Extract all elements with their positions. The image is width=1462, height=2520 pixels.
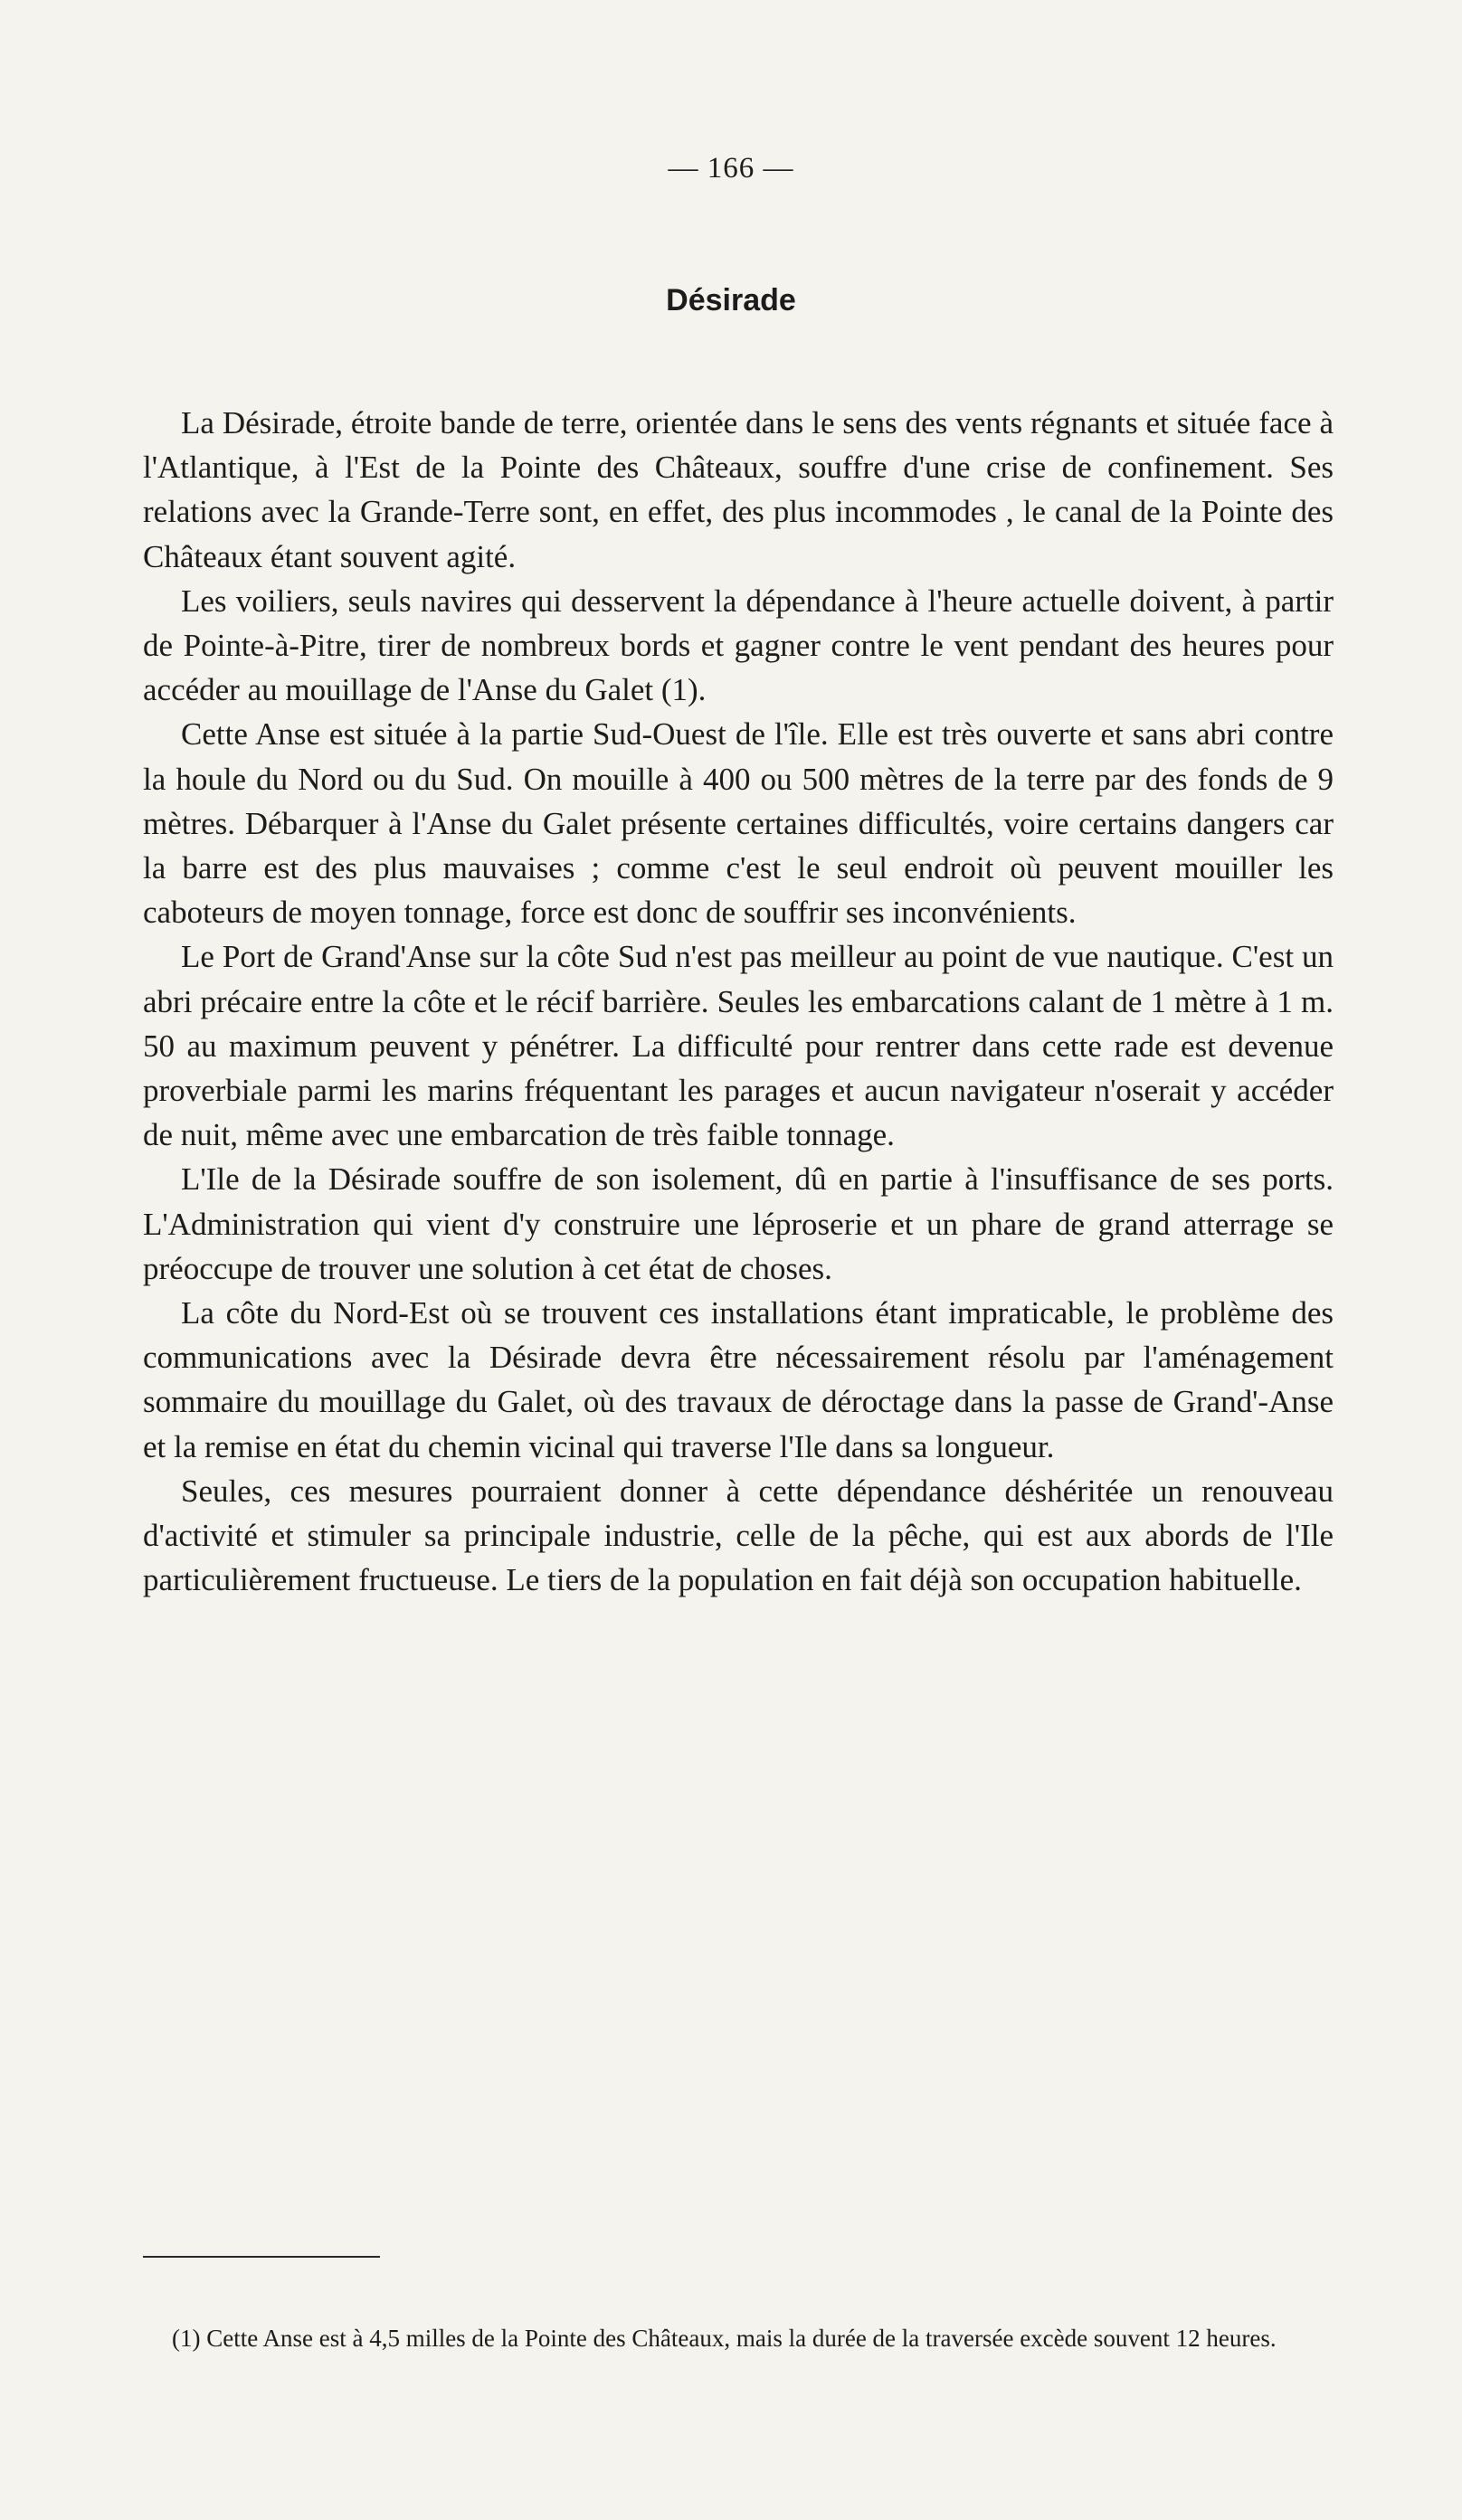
paragraph: La Désirade, étroite bande de terre, orientée dans le sens des vents régnants et située face à l'Atlantique, à l'Est de la Pointe des Châteaux, souffre d'une crise de confinement. Ses relations avec la Grande-Terre sont, en effet, des plus incommodes , le canal de la Pointe des Châteaux étant souvent agité. xyxy=(143,405,1334,574)
footnote: (1) Cette Anse est à 4,5 milles de la Pointe des Châteaux, mais la durée de la traversée excède souvent 12 heures. xyxy=(172,2325,1277,2352)
page-number: — 166 — xyxy=(668,152,794,185)
paragraph: Les voiliers, seuls navires qui desservent la dépendance à l'heure actuelle doivent, à partir de Pointe-à-Pitre, tirer de nombreux bords et gagner contre le vent pendant des heures pour accéder au mouillage de l'Anse du Galet (1). xyxy=(143,583,1334,708)
paragraph: Le Port de Grand'Anse sur la côte Sud n'est pas meilleur au point de vue nautique. C'est un abri précaire entre la côte et le récif barrière. Seules les embarcations calant de 1 mètre à 1 m. 50 au maximum peuvent y pénétrer. La difficulté pour rentrer dans cette rade est devenue proverbiale parmi les marins fréquentant les parages et aucun navigateur n'oserait y accéder de nuit, même avec une embarcation de très faible tonnage. xyxy=(143,939,1334,1153)
paragraph: L'Ile de la Désirade souffre de son isolement, dû en partie à l'insuffisance de ses ports. L'Administration qui vient d'y construire une léproserie et un phare de grand atterrage se préoccupe de trouver une solution à cet état de choses. xyxy=(143,1161,1334,1286)
paragraph: La côte du Nord-Est où se trouvent ces installations étant impraticable, le problème des communications avec la Désirade devra être nécessairement résolu par l'aménagement sommaire du mouillage du Galet, où des travaux de déroctage dans la passe de Grand'-Anse et la remise en état du chemin vicinal qui traverse l'Ile dans sa longueur. xyxy=(143,1295,1334,1464)
paragraph: Seules, ces mesures pourraient donner à cette dépendance déshéritée un renouveau d'activité et stimuler sa principale industrie, celle de la pêche, qui est aux abords de l'Ile particulièrement fructueuse. Le tiers de la population en fait déjà son occupation habituelle. xyxy=(143,1473,1334,1598)
page-title: Désirade xyxy=(666,283,796,317)
footnote-divider xyxy=(143,2256,380,2258)
paragraph: Cette Anse est située à la partie Sud-Ouest de l'île. Elle est très ouverte et sans abri contre la houle du Nord ou du Sud. On mouille à 400 ou 500 mètres de la terre par des fonds de 9 mètres. Débarquer à l'Anse du Galet présente certaines difficultés, voire certains dangers car la barre est des plus mauvaises ; comme c'est le seul endroit où peuvent mouiller les caboteurs de moyen tonnage, force est donc de souffrir ses inconvénients. xyxy=(143,716,1334,931)
body-text xyxy=(143,401,1334,1602)
